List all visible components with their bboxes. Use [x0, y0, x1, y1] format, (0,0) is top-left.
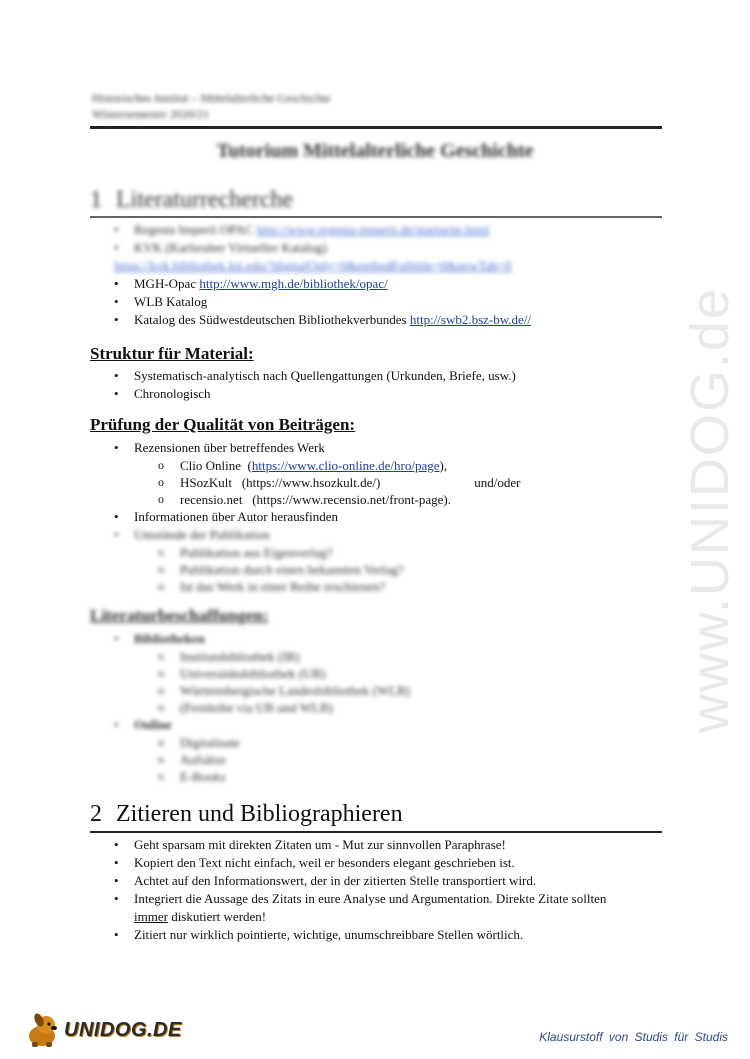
list-item: • Integriert die Aussage des Zitats in eure Analyse und Argumentation. Direkte Zitate sollten immer diskutiert werden! — [114, 890, 674, 926]
beschaffung-list — [114, 630, 674, 785]
regesta-link[interactable]: http://www.regesta-imperii.de/startseite.html — [256, 222, 490, 237]
pruefung-heading: Prüfung der Qualität von Beiträgen: — [90, 415, 356, 434]
header-line-2: Wintersemester 2020/21 — [92, 107, 210, 121]
list-item: • Informationen über Autor herausfinden — [114, 508, 674, 526]
list-item: o Universitätsbibliothek (UB) — [134, 665, 674, 682]
struktur-heading: Struktur für Material: — [90, 344, 254, 363]
section-2-heading — [90, 800, 403, 828]
section-1-title: Literaturrecherche — [116, 187, 294, 213]
logo-text: UNIDOG.DE — [64, 1018, 182, 1041]
list-item: • MGH-Opac http://www.mgh.de/bibliothek/opac/ — [114, 275, 674, 293]
list-item: • Bibliotheken o Institutsbibliothek (IB) o Universitätsbibliothek (UB) o Württembergische Landesbibliothek (WLB) o (Fernleihe via UB und WLB) — [114, 630, 674, 716]
section-2-title: Zitieren und Bibliographieren — [116, 801, 403, 827]
list-item: o Aufsätze — [134, 751, 674, 768]
list-item: o (Fernleihe via UB und WLB) — [134, 699, 674, 716]
beschaffung-heading: Literaturbeschaffungen: — [90, 606, 269, 625]
section-1-heading — [90, 186, 293, 214]
unidog-logo — [22, 1012, 182, 1048]
list-item: o recensio.net (https://www.recensio.net/front-page). — [134, 491, 674, 508]
clio-online-link[interactable]: https://www.clio-online.de/hro/page — [251, 458, 440, 473]
list-item: • Achtet auf den Informationswert, der in der zitierten Stelle transportiert wird. — [114, 872, 674, 890]
header-rule — [90, 126, 662, 129]
kvk-link[interactable]: https://kvk.bibliothek.kit.edu/?digitalOnly=0&embedFulltitle=0&newTab=0 — [114, 258, 512, 273]
list-item: o E-Books — [134, 768, 674, 785]
list-item: • Rezensionen über betreffendes Werk o Clio Online (https://www.clio-online.de/hro/page), o HSozKult (https://www.hsozkult.de/) und/oder o recensio.net (https://www.recensio.net/front-page). — [114, 439, 674, 508]
list-item: • Umstände der Publikation o Publikation aus Eigenverlag? o Publikation durch einen bekannten Verlag? o Ist das Werk in einer Reihe erschienen? — [114, 526, 674, 595]
section-2-rule — [90, 831, 662, 833]
list-item: • Systematisch-analytisch nach Quellengattungen (Urkunden, Briefe, usw.) — [114, 367, 674, 385]
footer-tagline: Klausurstoff von Studis für Studis — [539, 1030, 728, 1044]
literature-list — [114, 221, 674, 329]
document-title: Tutorium Mittelalterliche Geschichte — [216, 140, 534, 162]
dog-mascot-icon — [22, 1012, 62, 1048]
pruefung-list — [114, 439, 674, 595]
review-sites-list — [134, 457, 674, 508]
list-item: o Ist das Werk in einer Reihe erschienen? — [134, 578, 674, 595]
document-header — [92, 90, 331, 122]
list-item: • Zitiert nur wirklich pointierte, wichtige, unumschreibbare Stellen wörtlich. — [114, 926, 674, 944]
struktur-list — [114, 367, 674, 403]
section-1-number: 1 — [90, 187, 102, 213]
list-item: • Online o Digitalisate o Aufsätze o E-Books — [114, 716, 674, 785]
list-item: • Kopiert den Text nicht einfach, weil er besonders elegant geschrieben ist. — [114, 854, 674, 872]
list-item: o Institutsbibliothek (IB) — [134, 648, 674, 665]
list-item: o Publikation aus Eigenverlag? — [134, 544, 674, 561]
recensio-url: (https://www.recensio.net/front-page). — [252, 492, 451, 507]
list-item: o Württembergische Landesbibliothek (WLB) — [134, 682, 674, 699]
list-item: o Clio Online (https://www.clio-online.de/hro/page), — [134, 457, 674, 474]
list-item: • Regesta Imperii OPAC http://www.regesta-imperii.de/startseite.html — [114, 221, 674, 239]
emphasis-immer: immer — [134, 909, 168, 924]
watermark-text: www.UNIDOG.de — [680, 286, 740, 734]
hsozkult-url: (https://www.hsozkult.de/) — [241, 475, 381, 490]
section-1-rule — [90, 216, 662, 218]
list-item: • KVK (Karlsruher Virtueller Katalog) https://kvk.bibliothek.kit.edu/?digitalOnly=0&embedFulltitle=0&newTab=0 — [114, 239, 674, 275]
list-item: • Katalog des Südwestdeutschen Bibliothekverbundes http://swb2.bsz-bw.de// — [114, 311, 674, 329]
list-item: o Publikation durch einen bekannten Verlag? — [134, 561, 674, 578]
list-item: o Digitalisate — [134, 734, 674, 751]
list-item: • WLB Katalog — [114, 293, 674, 311]
mgh-opac-link[interactable]: http://www.mgh.de/bibliothek/opac/ — [199, 276, 388, 291]
list-item: • Chronologisch — [114, 385, 674, 403]
list-item: • Geht sparsam mit direkten Zitaten um - Mut zur sinnvollen Paraphrase! — [114, 836, 674, 854]
header-line-1: Historisches Institut – Mittelalterliche Geschichte — [92, 91, 331, 105]
zitieren-list — [114, 836, 674, 944]
list-item: o HSozKult (https://www.hsozkult.de/) und/oder — [134, 474, 674, 491]
swb-link[interactable]: http://swb2.bsz-bw.de// — [409, 312, 532, 327]
section-2-number: 2 — [90, 801, 102, 827]
